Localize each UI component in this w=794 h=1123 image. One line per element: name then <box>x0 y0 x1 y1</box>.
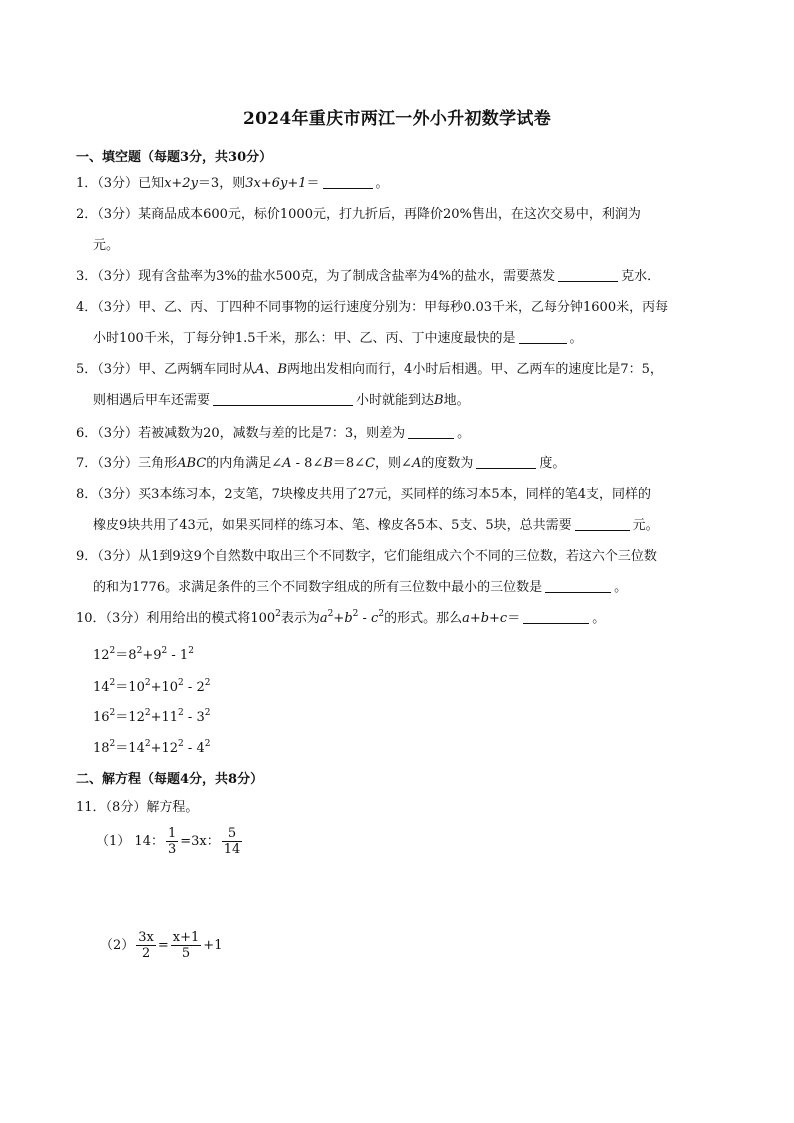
question-1: 1．（3分）已知x+2y＝3，则3x+6y+1＝ 。 <box>76 176 389 191</box>
answer-blank[interactable] <box>545 578 611 593</box>
question-10: 10．（3分）利用给出的模式将$100^2$表示为$a^2+b^2 - c^2$的形式。那么a+b+c＝ 。 <box>76 609 606 626</box>
question-8: 8．（3分）买3本练习本，2支笔，7块橡皮共用了27元，买同样的练习本5本，同样的笔4支，同样的 橡皮9块共用了43元，如果买同样的练习本、笔、橡皮各5本、5支、5块，总共需要 元。 <box>76 487 659 533</box>
question-9: 9．（3分）从1到9这9个自然数中取出三个不同数字，它们能组成六个不同的三位数，若这六个三位数 的和为1776。求满足条件的三个不同数字组成的所有三位数中最小的三位数是 。 <box>76 549 657 595</box>
answer-blank[interactable] <box>519 329 567 344</box>
answer-blank[interactable] <box>575 516 630 531</box>
equation-1: （1） 14： $\frac{1}{3}$ =3x： $\frac{5}{14}$ <box>96 826 241 857</box>
question-5: 5．（3分）甲、乙两辆车同时从A、B两地出发相向而行，4小时后相遇。甲、乙两车的速度比是7：5， 则相遇后甲车还需要 小时就能到达B地。 <box>76 362 663 408</box>
equation-2: （2） $\frac{3x}{2}$ = $\frac{x+1}{5}$ +1 <box>100 930 223 961</box>
answer-blank[interactable] <box>323 174 373 189</box>
question-2: 2．（3分）某商品成本600元，标价1000元，打九折后，再降价20%售出，在这次交易中，利润为 元。 <box>76 207 641 253</box>
answer-blank[interactable] <box>523 609 589 624</box>
pattern-line: $16^2=12^2+11^2 - 3^2$ <box>93 708 211 725</box>
answer-blank[interactable] <box>558 267 618 282</box>
question-6: 6．（3分）若被减数为20，减数与差的比是7：3，则差为 。 <box>76 426 471 441</box>
question-7: 7．（3分）三角形ABC的内角满足∠A - 8∠B＝8∠C，则∠A的度数为 度。 <box>76 456 566 471</box>
pattern-line: $18^2=14^2+12^2 - 4^2$ <box>93 739 211 756</box>
answer-blank[interactable] <box>408 424 454 439</box>
fraction: $\frac{3x}{2}$ <box>138 930 154 961</box>
question-11: 11．（8分）解方程。 <box>76 800 199 815</box>
section-heading-equations: 二、解方程（每题4分，共8分） <box>76 772 264 787</box>
pattern-line: $14^2=10^2+10^2 - 2^2$ <box>93 678 211 695</box>
answer-blank[interactable] <box>213 391 353 406</box>
fraction: $\frac{1}{3}$ <box>167 826 177 857</box>
fraction: $\frac{x+1}{5}$ <box>172 930 200 961</box>
question-4: 4．（3分）甲、乙、丙、丁四种不同事物的运行速度分别为：甲每秒0.03千米，乙每分钟1600米，丙每 小时100千米，丁每分钟1.5千米，那么：甲、乙、丙、丁中速度最快的是 。 <box>76 300 669 346</box>
section-heading-fill-in: 一、填空题（每题3分，共30分） <box>76 150 273 165</box>
question-3: 3．（3分）现有含盐率为3%的盐水500克，为了制成含盐率为4%的盐水，需要蒸发 克水． <box>76 269 661 284</box>
pattern-line: $12^2=8^2+9^2 - 1^2$ <box>93 646 194 663</box>
answer-blank[interactable] <box>476 454 536 469</box>
page-title: 2024年重庆市两江一外小升初数学试卷 <box>242 109 551 129</box>
fraction: $\frac{5}{14}$ <box>223 826 241 857</box>
